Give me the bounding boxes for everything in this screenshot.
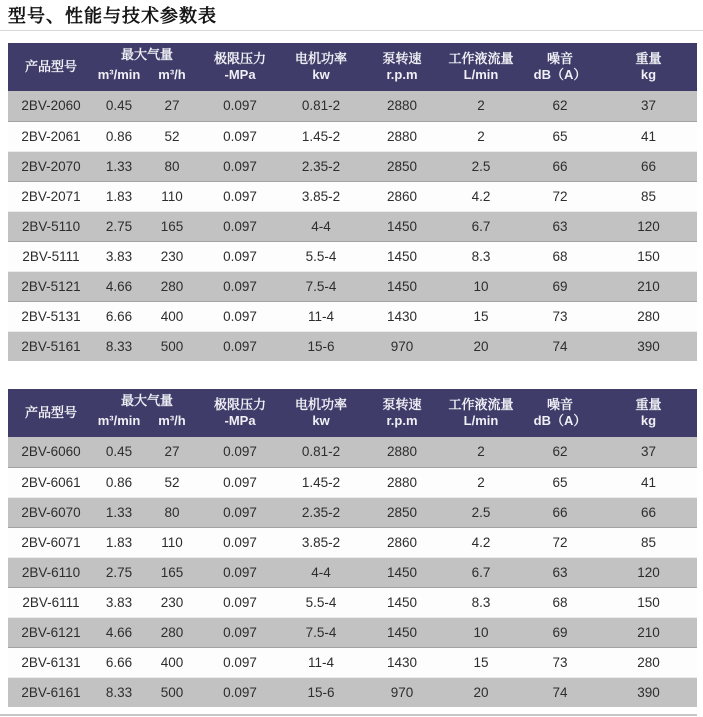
col-header-0 — [200, 389, 280, 437]
cell-value: 62 — [520, 91, 600, 121]
cell-model: 2BV-2070 — [8, 151, 94, 181]
cell-value: 63 — [520, 557, 600, 587]
col-header-4 — [520, 389, 600, 437]
cell-value: 1450 — [362, 557, 442, 587]
cell-value: 7.5-4 — [280, 617, 362, 647]
cell-value: 3.83 — [94, 587, 144, 617]
cell-value: 7.5-4 — [280, 271, 362, 301]
col-header-unit: -MPa — [224, 67, 256, 82]
cell-value: 280 — [144, 271, 200, 301]
col-header-unit: r.p.m — [386, 67, 418, 82]
col-header-1 — [280, 43, 362, 91]
cell-value: 62 — [520, 437, 600, 467]
cell-value: 1.83 — [94, 527, 144, 557]
col-header-2 — [362, 389, 442, 437]
cell-value: 110 — [144, 527, 200, 557]
cell-value: 2 — [442, 467, 520, 497]
col-header-label: 极限压力 — [214, 397, 267, 412]
col-header-unit: kg — [640, 67, 657, 82]
cell-value: 0.81-2 — [280, 91, 362, 121]
cell-value: 1450 — [362, 241, 442, 271]
cell-value: 1.33 — [94, 497, 144, 527]
cell-value: 3.85-2 — [280, 527, 362, 557]
page-title: 型号、性能与技术参数表 — [8, 6, 217, 26]
cell-value: 1450 — [362, 587, 442, 617]
cell-value: 2.5 — [442, 151, 520, 181]
cell-value: 65 — [520, 121, 600, 151]
cell-value: 0.097 — [200, 211, 280, 241]
table-row — [8, 647, 697, 677]
cell-value: 2.35-2 — [280, 497, 362, 527]
table-row — [8, 497, 697, 527]
cell-value: 6.7 — [442, 557, 520, 587]
col-header-unit: L/min — [463, 67, 499, 82]
col-header-product-model: 产品型号 — [8, 389, 94, 437]
cell-value: 11-4 — [280, 647, 362, 677]
cell-value: 0.45 — [94, 91, 144, 121]
cell-value: 6.66 — [94, 301, 144, 331]
cell-value: 0.86 — [94, 121, 144, 151]
cell-value: 15 — [442, 647, 520, 677]
cell-model: 2BV-6111 — [8, 587, 94, 617]
cell-value: 4-4 — [280, 211, 362, 241]
cell-value: 970 — [362, 677, 442, 707]
cell-value: 0.45 — [94, 437, 144, 467]
cell-value: 1450 — [362, 211, 442, 241]
cell-value: 0.097 — [200, 527, 280, 557]
cell-value: 0.097 — [200, 301, 280, 331]
col-header-max-air-volume: 最大气量 — [94, 389, 200, 413]
cell-value: 400 — [144, 301, 200, 331]
cell-value: 0.097 — [200, 467, 280, 497]
table-row — [8, 617, 697, 647]
cell-value: 80 — [144, 497, 200, 527]
cell-value: 150 — [600, 241, 697, 271]
col-header-product-model: 产品型号 — [8, 43, 94, 91]
col-header-5 — [600, 389, 697, 437]
cell-value: 120 — [600, 557, 697, 587]
col-header-max-air-unit: m³/min — [94, 67, 144, 91]
cell-model: 2BV-2071 — [8, 181, 94, 211]
cell-value: 72 — [520, 181, 600, 211]
table-row — [8, 181, 697, 211]
cell-value: 2860 — [362, 527, 442, 557]
cell-value: 8.3 — [442, 587, 520, 617]
cell-value: 110 — [144, 181, 200, 211]
col-header-unit: kg — [640, 413, 657, 428]
cell-value: 0.097 — [200, 557, 280, 587]
cell-value: 37 — [600, 437, 697, 467]
cell-value: 0.097 — [200, 181, 280, 211]
cell-value: 6.66 — [94, 647, 144, 677]
col-header-label: 泵转速 — [382, 397, 422, 412]
cell-value: 85 — [600, 527, 697, 557]
cell-value: 970 — [362, 331, 442, 361]
cell-value: 0.097 — [200, 617, 280, 647]
cell-value: 11-4 — [280, 301, 362, 331]
cell-value: 1.83 — [94, 181, 144, 211]
cell-value: 2880 — [362, 467, 442, 497]
table-row — [8, 677, 697, 707]
cell-value: 0.097 — [200, 271, 280, 301]
col-header-label: 泵转速 — [382, 51, 422, 66]
cell-value: 280 — [144, 617, 200, 647]
cell-value: 0.097 — [200, 331, 280, 361]
cell-value: 500 — [144, 331, 200, 361]
col-header-unit: dB（A） — [533, 413, 587, 428]
col-header-unit: -MPa — [224, 413, 256, 428]
cell-model: 2BV-6121 — [8, 617, 94, 647]
cell-value: 2 — [442, 91, 520, 121]
cell-value: 230 — [144, 241, 200, 271]
cell-value: 120 — [600, 211, 697, 241]
cell-model: 2BV-5161 — [8, 331, 94, 361]
col-header-unit: dB（A） — [533, 67, 587, 82]
cell-value: 80 — [144, 151, 200, 181]
cell-value: 390 — [600, 677, 697, 707]
table-row — [8, 557, 697, 587]
cell-value: 150 — [600, 587, 697, 617]
cell-value: 41 — [600, 467, 697, 497]
cell-value: 41 — [600, 121, 697, 151]
bottom-divider — [0, 714, 697, 716]
cell-value: 0.097 — [200, 121, 280, 151]
cell-value: 210 — [600, 271, 697, 301]
cell-value: 0.097 — [200, 241, 280, 271]
cell-value: 390 — [600, 331, 697, 361]
col-header-label: 电机功率 — [295, 51, 348, 66]
cell-value: 4.2 — [442, 181, 520, 211]
cell-value: 165 — [144, 211, 200, 241]
cell-value: 165 — [144, 557, 200, 587]
cell-value: 85 — [600, 181, 697, 211]
cell-value: 280 — [600, 647, 697, 677]
col-header-4 — [520, 43, 600, 91]
cell-value: 2860 — [362, 181, 442, 211]
table-header — [8, 43, 697, 91]
cell-value: 0.86 — [94, 467, 144, 497]
cell-value: 500 — [144, 677, 200, 707]
cell-value: 4.2 — [442, 527, 520, 557]
cell-model: 2BV-5111 — [8, 241, 94, 271]
header-row-1 — [8, 43, 697, 67]
col-header-1 — [280, 389, 362, 437]
cell-value: 400 — [144, 647, 200, 677]
cell-value: 73 — [520, 301, 600, 331]
cell-model: 2BV-2060 — [8, 91, 94, 121]
cell-value: 2.75 — [94, 211, 144, 241]
col-header-label: 极限压力 — [214, 51, 267, 66]
cell-model: 2BV-5131 — [8, 301, 94, 331]
cell-model: 2BV-5110 — [8, 211, 94, 241]
cell-value: 65 — [520, 467, 600, 497]
cell-value: 1450 — [362, 271, 442, 301]
cell-model: 2BV-6161 — [8, 677, 94, 707]
cell-value: 4-4 — [280, 557, 362, 587]
table-row — [8, 121, 697, 151]
cell-value: 52 — [144, 121, 200, 151]
cell-value: 27 — [144, 91, 200, 121]
cell-value: 210 — [600, 617, 697, 647]
table-row — [8, 587, 697, 617]
cell-value: 74 — [520, 331, 600, 361]
top-divider — [0, 30, 703, 31]
cell-value: 52 — [144, 467, 200, 497]
cell-value: 0.097 — [200, 497, 280, 527]
col-header-label: 工作液流量 — [448, 51, 514, 66]
table-header — [8, 389, 697, 437]
cell-value: 27 — [144, 437, 200, 467]
cell-model: 2BV-5121 — [8, 271, 94, 301]
col-header-label: 噪音 — [547, 397, 574, 412]
cell-value: 74 — [520, 677, 600, 707]
cell-value: 4.66 — [94, 271, 144, 301]
cell-value: 73 — [520, 647, 600, 677]
cell-model: 2BV-6061 — [8, 467, 94, 497]
cell-value: 6.7 — [442, 211, 520, 241]
cell-value: 0.097 — [200, 647, 280, 677]
cell-value: 2.75 — [94, 557, 144, 587]
table-row — [8, 91, 697, 121]
cell-value: 0.097 — [200, 91, 280, 121]
cell-value: 10 — [442, 617, 520, 647]
cell-value: 72 — [520, 527, 600, 557]
col-header-label: 重量 — [635, 51, 662, 66]
cell-value: 8.3 — [442, 241, 520, 271]
cell-model: 2BV-6071 — [8, 527, 94, 557]
col-header-label: 噪音 — [547, 51, 574, 66]
cell-value: 3.85-2 — [280, 181, 362, 211]
col-header-unit: kw — [312, 67, 330, 82]
cell-value: 1430 — [362, 647, 442, 677]
cell-model: 2BV-2061 — [8, 121, 94, 151]
col-header-max-air-unit: m³/h — [144, 413, 200, 437]
col-header-3 — [442, 43, 520, 91]
col-header-label: 电机功率 — [295, 397, 348, 412]
spec-table-2bv2-5-series — [8, 43, 697, 361]
cell-value: 66 — [520, 497, 600, 527]
cell-model: 2BV-6110 — [8, 557, 94, 587]
col-header-max-air-volume: 最大气量 — [94, 43, 200, 67]
table-row — [8, 241, 697, 271]
cell-value: 69 — [520, 271, 600, 301]
cell-value: 1.45-2 — [280, 121, 362, 151]
col-header-5 — [600, 43, 697, 91]
cell-value: 3.83 — [94, 241, 144, 271]
cell-value: 15-6 — [280, 677, 362, 707]
table-body — [8, 91, 697, 361]
cell-value: 0.097 — [200, 437, 280, 467]
cell-value: 5.5-4 — [280, 241, 362, 271]
cell-value: 63 — [520, 211, 600, 241]
col-header-max-air-unit: m³/h — [144, 67, 200, 91]
table-row — [8, 301, 697, 331]
cell-value: 2850 — [362, 151, 442, 181]
cell-value: 2880 — [362, 121, 442, 151]
cell-value: 69 — [520, 617, 600, 647]
cell-value: 1.45-2 — [280, 467, 362, 497]
cell-value: 2 — [442, 437, 520, 467]
cell-value: 0.097 — [200, 677, 280, 707]
cell-value: 37 — [600, 91, 697, 121]
col-header-3 — [442, 389, 520, 437]
cell-value: 0.097 — [200, 151, 280, 181]
cell-value: 15-6 — [280, 331, 362, 361]
col-header-label: 重量 — [635, 397, 662, 412]
col-header-unit: L/min — [463, 413, 499, 428]
cell-value: 1.33 — [94, 151, 144, 181]
cell-value: 66 — [520, 151, 600, 181]
cell-value: 0.81-2 — [280, 437, 362, 467]
cell-value: 280 — [600, 301, 697, 331]
cell-value: 2880 — [362, 91, 442, 121]
table-row — [8, 271, 697, 301]
cell-value: 2.35-2 — [280, 151, 362, 181]
cell-value: 20 — [442, 331, 520, 361]
cell-value: 68 — [520, 587, 600, 617]
cell-value: 1430 — [362, 301, 442, 331]
cell-value: 8.33 — [94, 677, 144, 707]
cell-value: 66 — [600, 497, 697, 527]
cell-value: 8.33 — [94, 331, 144, 361]
col-header-2 — [362, 43, 442, 91]
cell-value: 230 — [144, 587, 200, 617]
spec-table-2bv6-series — [8, 389, 697, 707]
table-row — [8, 527, 697, 557]
cell-value: 10 — [442, 271, 520, 301]
table-body — [8, 437, 697, 707]
cell-value: 66 — [600, 151, 697, 181]
cell-value: 1450 — [362, 617, 442, 647]
cell-value: 20 — [442, 677, 520, 707]
cell-model: 2BV-6060 — [8, 437, 94, 467]
col-header-max-air-unit: m³/min — [94, 413, 144, 437]
table-row — [8, 211, 697, 241]
col-header-0 — [200, 43, 280, 91]
table-row — [8, 331, 697, 361]
cell-value: 68 — [520, 241, 600, 271]
cell-value: 2850 — [362, 497, 442, 527]
col-header-unit: r.p.m — [386, 413, 418, 428]
cell-value: 2880 — [362, 437, 442, 467]
table-row — [8, 467, 697, 497]
cell-value: 2 — [442, 121, 520, 151]
table-row — [8, 151, 697, 181]
cell-value: 2.5 — [442, 497, 520, 527]
table-row — [8, 437, 697, 467]
cell-value: 5.5-4 — [280, 587, 362, 617]
cell-model: 2BV-6131 — [8, 647, 94, 677]
cell-value: 0.097 — [200, 587, 280, 617]
header-row-1 — [8, 389, 697, 413]
col-header-unit: kw — [312, 413, 330, 428]
cell-value: 15 — [442, 301, 520, 331]
col-header-label: 工作液流量 — [448, 397, 514, 412]
cell-model: 2BV-6070 — [8, 497, 94, 527]
cell-value: 4.66 — [94, 617, 144, 647]
